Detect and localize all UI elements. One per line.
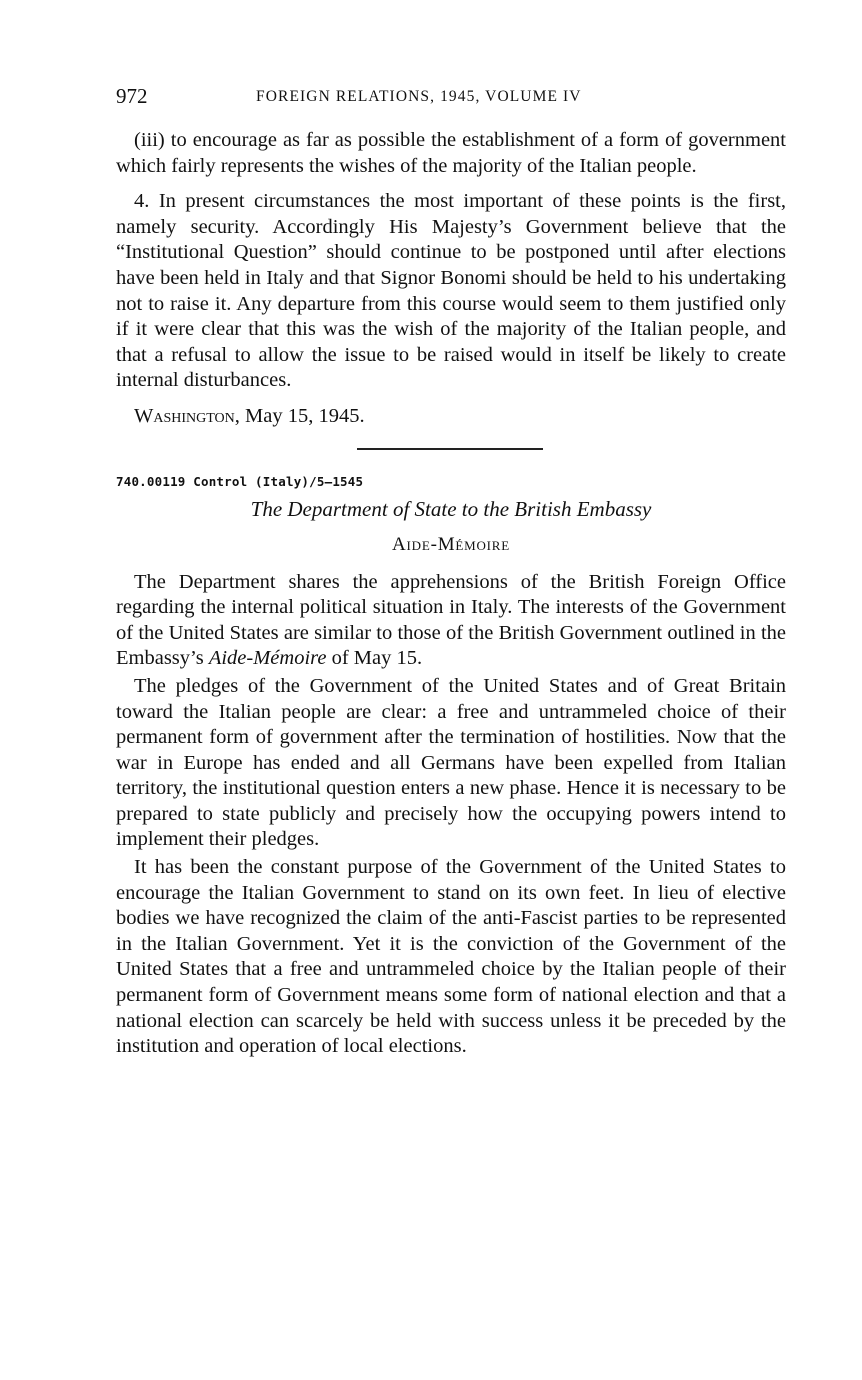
paragraph-department <box>116 570 786 672</box>
aide-memoire-text <box>116 570 786 1060</box>
dateline <box>116 404 786 430</box>
paragraph-4: 4. In present circumstances the most important of these points is the first, namely security. Accordingly His Majesty’s Government believe that the “Institutional Question” should continue to be postponed until after elections have been held in Italy and that Signor Bonomi should be held to his undertaking not to raise it. Any departure from this course would seem to them justified only if it were clear that this was the wish of the majority of the Italian people, and that a refusal to allow the issue to be raised would in itself be likely to create internal disturbances. <box>116 190 786 392</box>
dateline-date: , May 15, 1945. <box>234 404 365 427</box>
page-number: 972 <box>116 84 148 108</box>
paragraph-pledges: The pledges of the Government of the United States and of Great Britain toward the Italian people are clear: a free and untrammeled choice of their permanent form of government after the termination of hostilities. Now that the war in Europe has ended and all Germans have been expelled from Italian territory, the institutional question enters a new phase. Hence it is necessary to be prepared to state publicly and precisely how the occupying powers intend to implement their pledges. <box>116 674 786 851</box>
file-number: 740.00119 Control (Italy)/5–1545 <box>116 473 364 489</box>
section-divider <box>357 448 543 450</box>
running-head <box>116 84 786 114</box>
document-title: The Department of State to the British Embassy <box>250 496 652 521</box>
dateline-place: Washington <box>134 404 235 427</box>
document-page <box>116 84 786 1060</box>
paragraph-department-text-2: of May 15. <box>326 647 423 670</box>
paragraph-department-text-1: The Department shares the apprehensions of the British Foreign Office regarding the internal political situation in Italy. The interests of the Government of the United States are similar to those of the British Government outlined in the Embassy’s <box>116 570 786 670</box>
item-iii-paragraph: (iii) to encourage as far as possible the establishment of a form of government which fairly represents the wishes of the majority of the Italian people. <box>116 129 786 177</box>
paragraph-purpose: It has been the constant purpose of the Government of the United States to encourage the Italian Government to stand on its own feet. In lieu of elective bodies we have recognized the claim of the anti-Fascist parties to be represented in the Italian Government. Yet it is the conviction of the Government of the United States that a free and untrammeled choice by the Italian people of their permanent form of Government means some form of national election and that a national election can scarcely be held with success unless it be preceded by the institution and operation of local elections. <box>116 856 786 1058</box>
running-head-title: FOREIGN RELATIONS, 1945, VOLUME IV <box>256 88 582 105</box>
aide-memoire-reference: Aide-Mémoire <box>208 647 327 670</box>
document-type-heading: Aide-Mémoire <box>391 533 511 555</box>
previous-document-text <box>116 128 786 430</box>
